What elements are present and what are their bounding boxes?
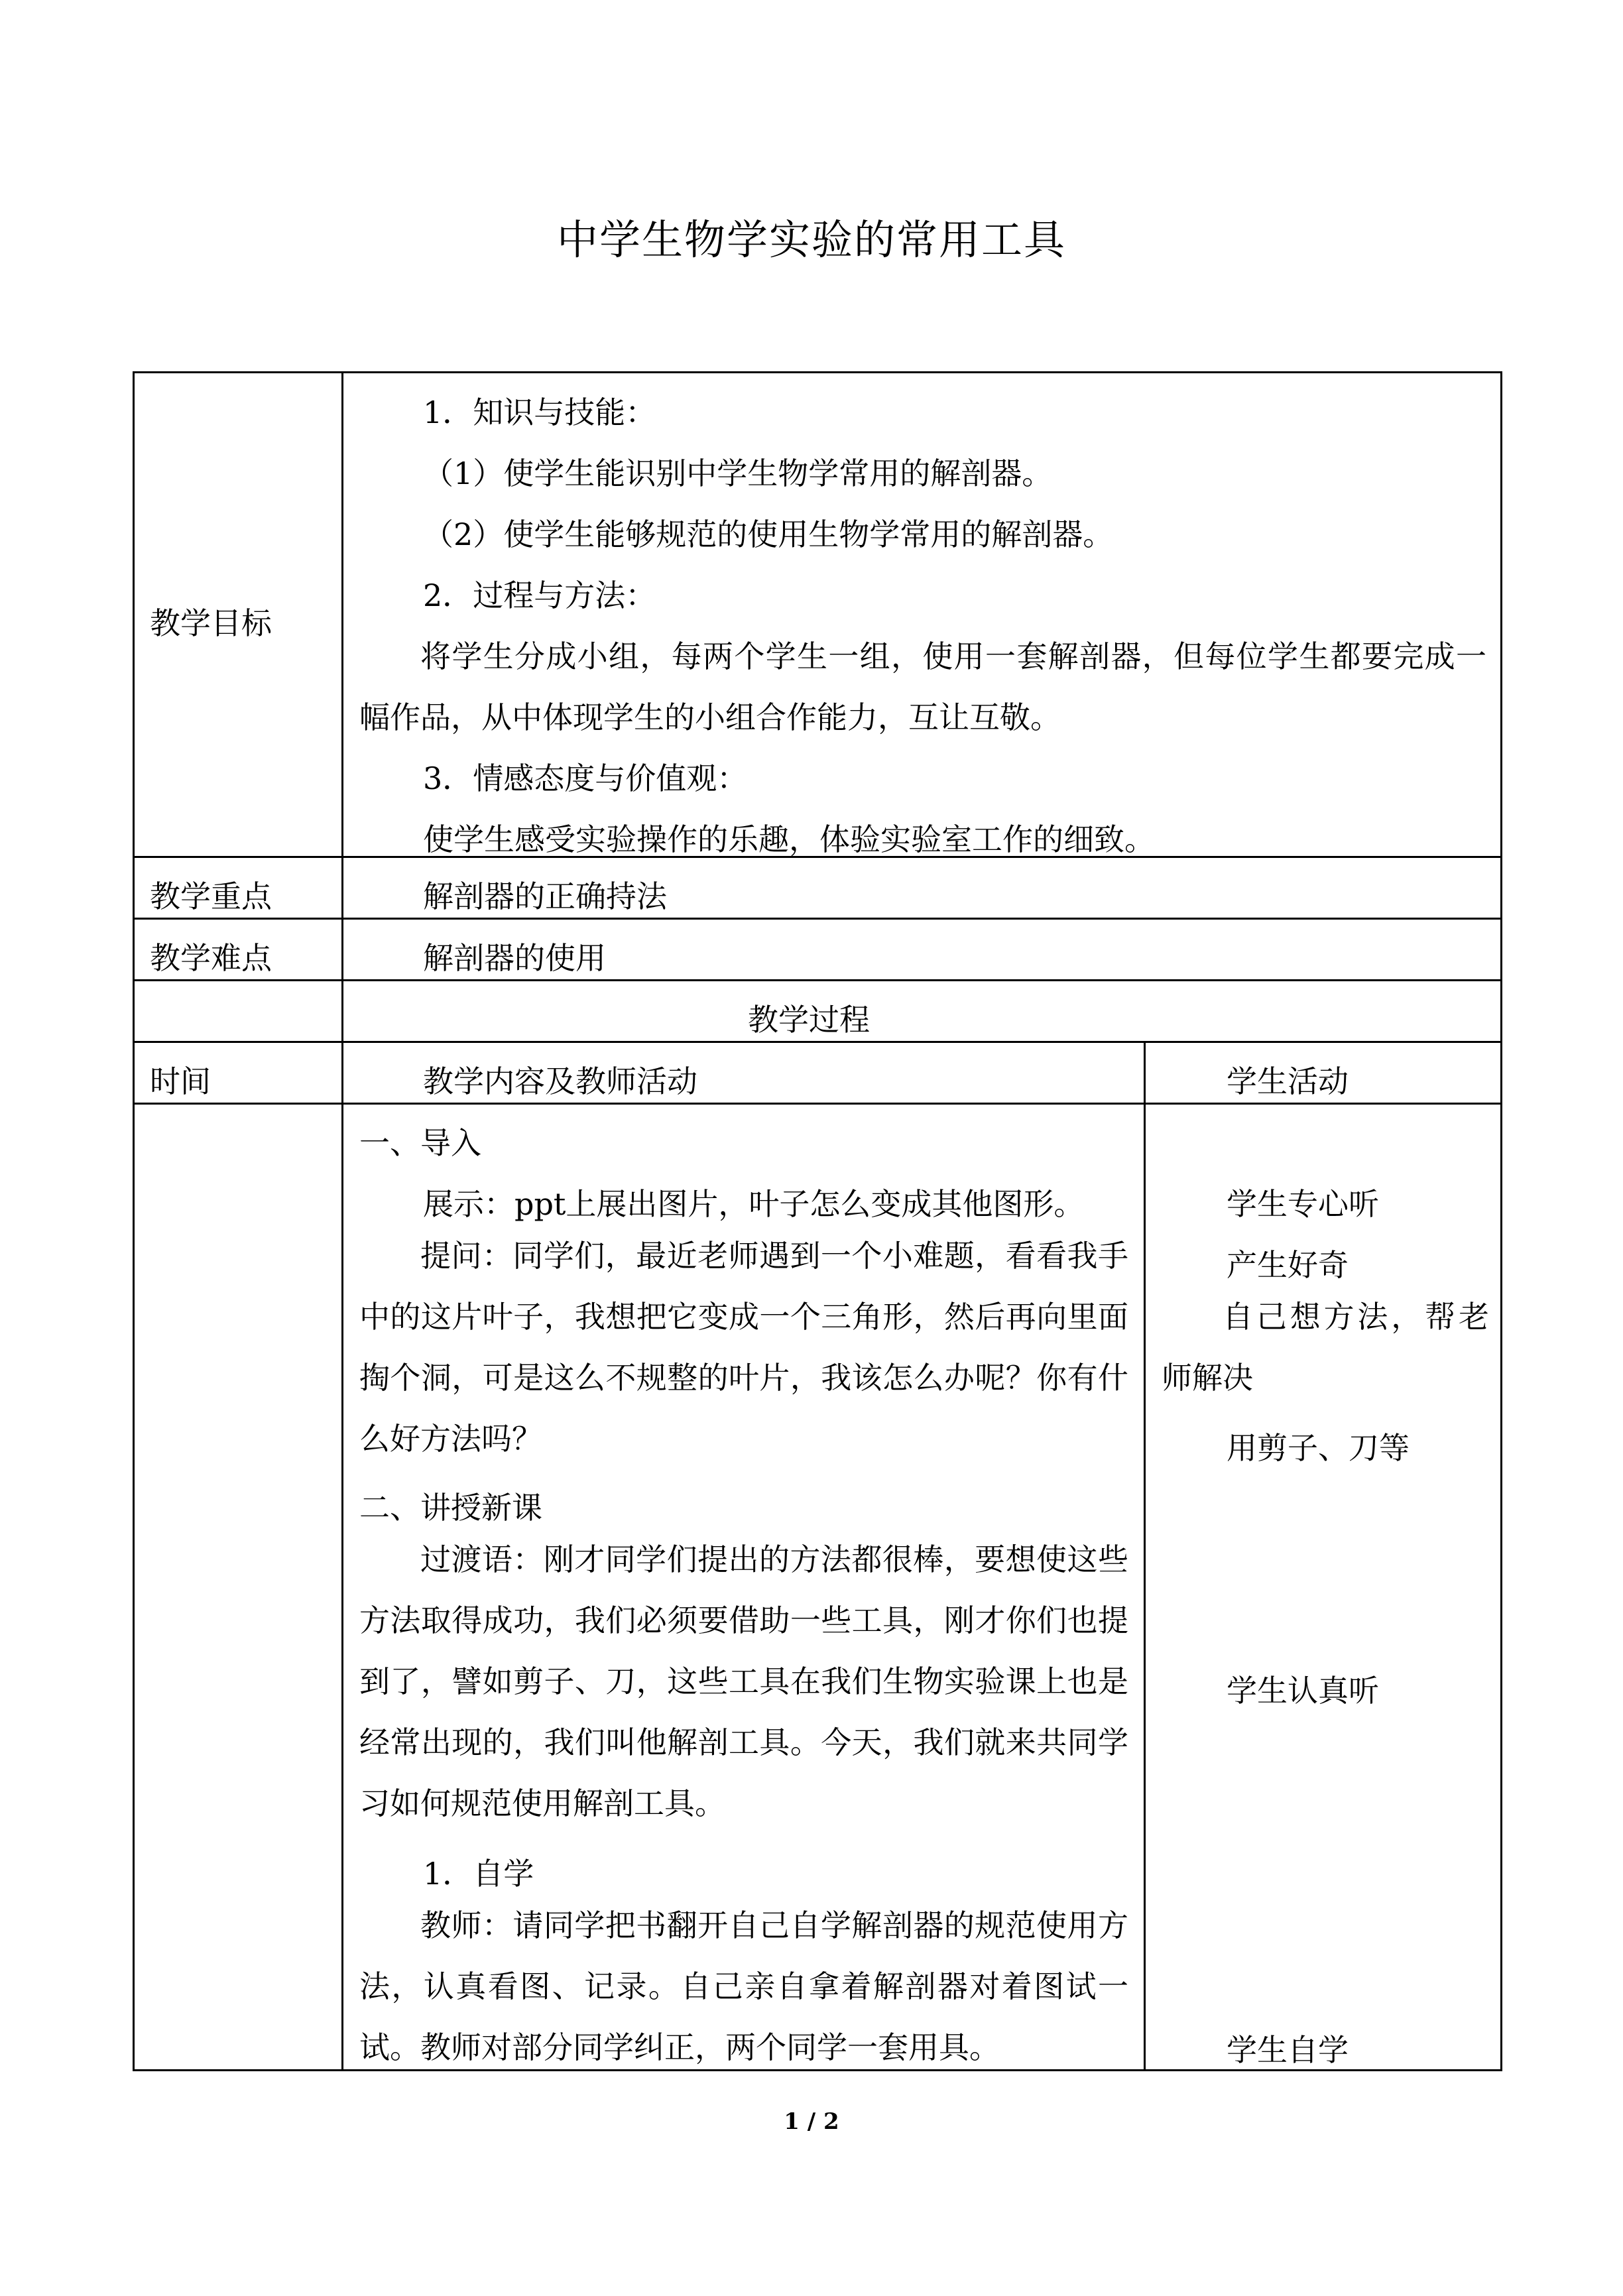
student-activity: 自己想方法，帮老师解决 bbox=[1162, 1299, 1489, 1396]
row-divider bbox=[133, 979, 1502, 981]
student-activity: 产生好奇 bbox=[1227, 1247, 1349, 1283]
section-heading-new-lesson: 二、讲授新课 bbox=[359, 1490, 542, 1526]
content-transition: 过渡语：刚才同学们提出的方法都很棒，要想使这些方法取得成功，我们必须要借助一些工具，刚才你们也提到了，譬如剪子、刀，这些工具在我们生物实验课上也是经常出现的，我们叫他解剖工具。今天，我们就来共同学习如何规范使用解剖工具。 bbox=[359, 1541, 1128, 1821]
column-divider bbox=[1144, 1041, 1146, 2071]
difficult-point-label: 教学难点 bbox=[150, 940, 272, 976]
student-activity: 学生自学 bbox=[1227, 2032, 1349, 2068]
table-border-right bbox=[1500, 371, 1502, 2071]
objectives-label: 教学目标 bbox=[150, 605, 272, 641]
column-divider bbox=[341, 371, 343, 1043]
page-title: 中学生物学实验的常用工具 bbox=[556, 215, 1066, 264]
difficult-point-value: 解剖器的使用 bbox=[423, 940, 606, 976]
row-divider bbox=[133, 1041, 1502, 1043]
objective-paragraph: 将学生分成小组，每两个学生一组，使用一套解剖器，但每位学生都要完成一幅作品，从中体现学生的小组合作能力，互让互敬。 bbox=[359, 638, 1486, 735]
objective-line: 3．情感态度与价值观： bbox=[423, 760, 748, 796]
content-show: 展示：ppt上展出图片，叶子怎么变成其他图形。 bbox=[423, 1186, 1085, 1222]
section-heading-self-study: 1．自学 bbox=[423, 1856, 534, 1892]
key-point-value: 解剖器的正确持法 bbox=[423, 878, 667, 914]
table-border-left bbox=[133, 371, 135, 2071]
column-header-content: 教学内容及教师活动 bbox=[423, 1063, 697, 1099]
column-header-time: 时间 bbox=[150, 1063, 211, 1099]
content-teacher-instruction: 教师：请同学把书翻开自己自学解剖器的规范使用方法，认真看图、记录。自己亲自拿着解剖器对着图试一试。教师对部分同学纠正，两个同学一套用具。 bbox=[359, 1907, 1128, 2065]
column-divider bbox=[341, 1041, 343, 2071]
objective-line: （1）使学生能识别中学生物学常用的解剖器。 bbox=[423, 455, 1053, 491]
page-number: 1 / 2 bbox=[784, 2108, 839, 2135]
objective-line: 使学生感受实验操作的乐趣，体验实验室工作的细致。 bbox=[423, 821, 1155, 857]
row-divider bbox=[133, 918, 1502, 920]
student-activity: 学生认真听 bbox=[1227, 1673, 1379, 1709]
objective-line: （2）使学生能够规范的使用生物学常用的解剖器。 bbox=[423, 516, 1114, 552]
key-point-label: 教学重点 bbox=[150, 878, 272, 914]
objective-line: 2．过程与方法： bbox=[423, 577, 656, 613]
student-activity: 学生专心听 bbox=[1227, 1186, 1379, 1222]
student-activity: 用剪子、刀等 bbox=[1227, 1430, 1410, 1466]
section-heading-intro: 一、导入 bbox=[359, 1125, 481, 1161]
row-divider bbox=[133, 1103, 1502, 1105]
content-question: 提问：同学们，最近老师遇到一个小难题，看看我手中的这片叶子，我想把它变成一个三角形，然后再向里面掏个洞，可是这么不规整的叶片，我该怎么办呢？你有什么好方法吗？ bbox=[359, 1238, 1128, 1457]
table-border-top bbox=[133, 371, 1502, 373]
process-heading: 教学过程 bbox=[748, 1002, 870, 1038]
objective-line: 1．知识与技能： bbox=[423, 394, 656, 430]
column-header-student: 学生活动 bbox=[1227, 1063, 1349, 1099]
